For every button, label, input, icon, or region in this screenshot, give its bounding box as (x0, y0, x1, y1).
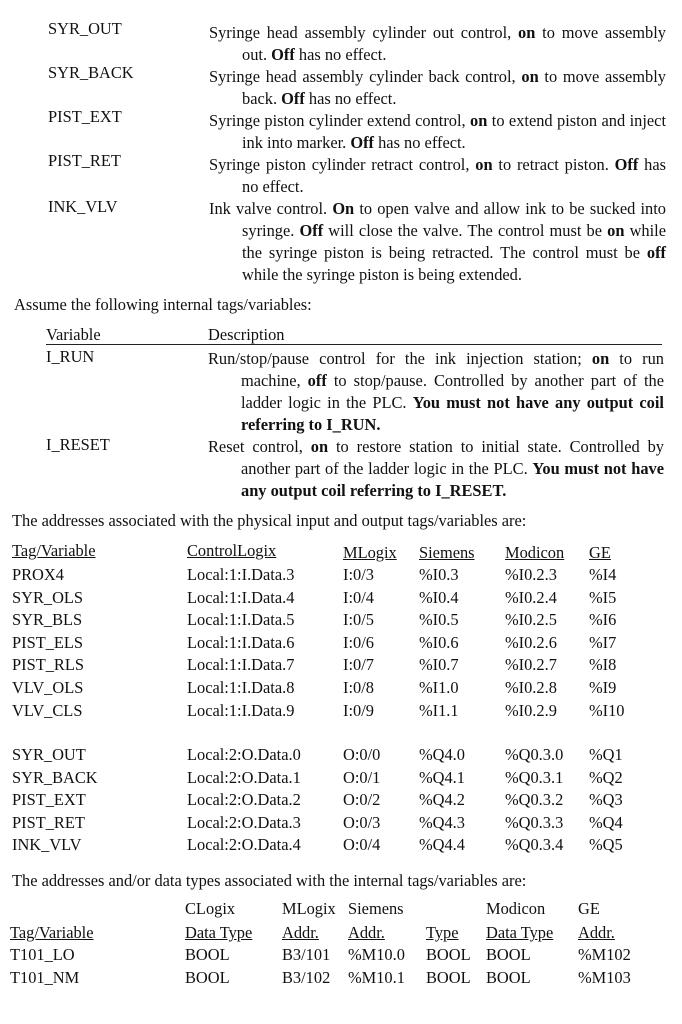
cell-siemens: %Q4.0 (419, 745, 465, 764)
column-header: Addr. (282, 923, 319, 942)
output-tag-description (209, 22, 666, 66)
cell-mlogix: I:0/3 (343, 565, 374, 584)
cell-mlogix: O:0/1 (343, 767, 381, 787)
cell-mlogix: I:0/7 (343, 655, 374, 675)
output-tag-description (209, 154, 666, 198)
output-tag-name: PIST_RET (48, 151, 121, 170)
cell-ge: %Q4 (589, 812, 623, 832)
table-cell: BOOL (426, 968, 471, 987)
bold-text: On (332, 199, 355, 218)
cell-tag: VLV_CLS (12, 700, 83, 720)
cell-controllogix: Local:2:O.Data.4 (187, 835, 301, 855)
cell-tag: INK_VLV (12, 835, 82, 855)
header-rule (46, 344, 662, 345)
table-cell: %M103 (578, 968, 631, 987)
cell-controllogix: Local:2:O.Data.3 (187, 812, 301, 832)
bold-text: on (607, 221, 625, 240)
cell-modicon: %I0.2.5 (505, 610, 557, 630)
cell-controllogix: Local:1:I.Data.6 (187, 632, 295, 652)
cell-ge: %I8 (589, 655, 617, 675)
cell-controllogix: Local:2:O.Data.1 (187, 767, 301, 787)
table-cell: BOOL (185, 968, 230, 987)
column-header: Tag/Variable (10, 923, 94, 942)
cell-ge: %Q1 (589, 745, 623, 764)
cell-modicon: %I0.2.6 (505, 632, 557, 652)
header-controllogix: ControlLogix (187, 541, 277, 560)
cell-controllogix: Local:1:I.Data.9 (187, 700, 295, 720)
output-tag-name: SYR_BACK (48, 63, 134, 82)
header-siemens: Siemens (419, 543, 475, 562)
cell-mlogix: I:0/5 (343, 610, 374, 630)
cell-ge: %I10 (589, 700, 625, 720)
cell-modicon: %I0.2.9 (505, 700, 557, 720)
cell-mlogix: O:0/2 (343, 790, 381, 810)
cell-modicon: %I0.2.3 (505, 565, 557, 584)
header-tag-variable: Tag/Variable (12, 541, 96, 560)
bold-text: off (307, 371, 327, 390)
internal-var-description (208, 348, 664, 436)
text-run: to move assembly back. (242, 67, 666, 108)
output-tag-name: PIST_EXT (48, 107, 122, 126)
text-run: Run/stop/pause control for the ink injection station; (208, 349, 592, 368)
text-run: will close the valve. The control must be (323, 221, 608, 240)
table-cell: BOOL (185, 945, 230, 964)
text-run: Syringe piston cylinder extend control, (209, 111, 471, 130)
cell-tag: PIST_RET (12, 812, 85, 832)
cell-siemens: %I0.4 (419, 587, 459, 607)
table-cell: Siemens (348, 899, 404, 918)
cell-siemens: %I0.6 (419, 632, 459, 652)
cell-controllogix: Local:1:I.Data.7 (187, 655, 295, 675)
address-table-intro: The addresses associated with the physical input and output tags/variables are: (12, 511, 527, 530)
text-run: has no effect. (294, 45, 387, 64)
cell-modicon: %Q0.3.2 (505, 790, 564, 810)
cell-tag: SYR_BLS (12, 610, 83, 630)
description-header: Description (208, 325, 285, 344)
text-run: while the syringe piston is being extended. (242, 265, 522, 284)
variable-header: Variable (46, 325, 101, 344)
cell-ge: %I6 (589, 610, 617, 630)
cell-mlogix: I:0/8 (343, 678, 374, 697)
output-tag-name: INK_VLV (48, 197, 118, 216)
internal-vars-intro: Assume the following internal tags/variables: (14, 295, 312, 314)
internal-var-name: I_RUN (46, 347, 95, 366)
column-header: Data Type (486, 923, 554, 942)
header-ge: GE (589, 543, 611, 562)
column-header: Addr. (348, 923, 385, 942)
cell-modicon: %Q0.3.3 (505, 812, 564, 832)
text-run: Syringe head assembly cylinder out control, (209, 23, 519, 42)
bold-text: Off (281, 89, 305, 108)
header-mlogix: MLogix (343, 543, 397, 562)
output-tag-name: SYR_OUT (48, 19, 122, 38)
table-cell: T101_NM (10, 968, 80, 987)
cell-mlogix: I:0/6 (343, 632, 374, 652)
output-tag-description (209, 198, 666, 286)
text-run: to retract piston. (492, 155, 615, 174)
text-run: to open valve and allow ink to be sucked into syringe. (242, 199, 666, 240)
text-run: to run machine, (241, 349, 664, 390)
table-cell: BOOL (426, 945, 471, 964)
bold-text: Off (350, 133, 375, 152)
cell-modicon: %Q0.3.4 (505, 835, 564, 855)
table-cell: %M10.1 (348, 968, 405, 987)
internal-var-name: I_RESET (46, 435, 110, 454)
cell-controllogix: Local:1:I.Data.3 (187, 565, 295, 584)
bold-text: on (470, 111, 488, 130)
text-run: Reset control, (208, 437, 311, 456)
cell-tag: PIST_RLS (12, 655, 84, 675)
table-cell: %M10.0 (348, 945, 405, 964)
text-run: has no effect. (242, 155, 667, 196)
cell-controllogix: Local:2:O.Data.0 (187, 745, 301, 764)
cell-siemens: %I1.0 (419, 678, 459, 697)
cell-modicon: %I0.2.4 (505, 587, 557, 607)
text-run: has no effect. (374, 133, 466, 152)
cell-siemens: %Q4.3 (419, 812, 465, 832)
bold-text: off (646, 243, 666, 262)
text-run: to extend piston and inject ink into marker. (242, 111, 667, 152)
column-header: Type (426, 923, 459, 942)
cell-siemens: %I0.5 (419, 610, 459, 630)
cell-controllogix: Local:1:I.Data.5 (187, 610, 295, 630)
cell-siemens: %I0.7 (419, 655, 459, 675)
cell-modicon: %I0.2.7 (505, 655, 557, 675)
bold-text: on (475, 155, 493, 174)
cell-siemens: %Q4.4 (419, 835, 465, 855)
text-run: Ink valve control. (209, 199, 333, 218)
table-cell: Modicon (486, 899, 546, 918)
cell-ge: %Q5 (589, 835, 623, 855)
bold-text: Off (299, 221, 324, 240)
text-run: to stop/pause. Controlled by another part of the ladder logic in the PLC. (241, 371, 664, 412)
cell-tag: SYR_BACK (12, 767, 98, 787)
bold-text: You must not have any output coil referring to I_RESET. (241, 459, 664, 500)
bold-text: on (591, 349, 610, 368)
cell-tag: PROX4 (12, 565, 64, 584)
bold-text: Off (614, 155, 639, 174)
cell-mlogix: I:0/9 (343, 700, 374, 720)
table-cell: BOOL (486, 968, 531, 987)
cell-controllogix: Local:1:I.Data.8 (187, 678, 295, 697)
cell-siemens: %Q4.1 (419, 767, 465, 787)
bold-text: on (310, 437, 329, 456)
column-header: Addr. (578, 923, 615, 942)
column-header: Data Type (185, 923, 253, 942)
bold-text: You must not have any output coil referring to I_RUN. (241, 393, 664, 434)
output-tag-description (209, 66, 666, 110)
cell-modicon: %Q0.3.1 (505, 767, 564, 787)
cell-mlogix: O:0/3 (343, 812, 381, 832)
cell-controllogix: Local:2:O.Data.2 (187, 790, 301, 810)
cell-tag: SYR_OLS (12, 587, 84, 607)
cell-modicon: %I0.2.8 (505, 678, 557, 697)
cell-ge: %I9 (589, 678, 617, 697)
cell-mlogix: O:0/4 (343, 835, 381, 855)
bold-text: on (518, 23, 536, 42)
cell-tag: PIST_EXT (12, 790, 86, 810)
header-modicon: Modicon (505, 543, 565, 562)
internal-address-intro: The addresses and/or data types associated with the internal tags/variables are: (12, 871, 527, 890)
bold-text: on (521, 67, 539, 86)
cell-ge: %I5 (589, 587, 617, 607)
cell-tag: PIST_ELS (12, 632, 84, 652)
cell-ge: %I7 (589, 632, 617, 652)
cell-siemens: %I1.1 (419, 700, 459, 720)
text-run: while the syringe piston is being retracted. The control must be (242, 221, 666, 262)
cell-mlogix: O:0/0 (343, 745, 381, 764)
cell-controllogix: Local:1:I.Data.4 (187, 587, 295, 607)
output-tag-description (209, 110, 666, 154)
cell-tag: SYR_OUT (12, 745, 86, 764)
table-cell: GE (578, 899, 600, 918)
table-cell: BOOL (486, 945, 531, 964)
cell-siemens: %I0.3 (419, 565, 459, 584)
bold-text: Off (271, 45, 295, 64)
cell-modicon: %Q0.3.0 (505, 745, 564, 764)
table-cell: MLogix (282, 899, 336, 918)
cell-ge: %Q3 (589, 790, 623, 810)
table-cell: CLogix (185, 899, 236, 918)
table-cell: %M102 (578, 945, 631, 964)
cell-tag: VLV_OLS (12, 678, 84, 697)
text-run: Syringe head assembly cylinder back control, (209, 67, 522, 86)
cell-mlogix: I:0/4 (343, 587, 374, 607)
text-run: to restore station to initial state. Controlled by another part of the ladder logic in the PLC. (241, 437, 665, 478)
table-cell: T101_LO (10, 945, 75, 964)
cell-ge: %Q2 (589, 767, 623, 787)
table-cell: B3/101 (282, 945, 331, 964)
cell-ge: %I4 (589, 565, 617, 584)
text-run: to move assembly out. (242, 23, 666, 64)
text-run: Syringe piston cylinder retract control, (209, 155, 476, 174)
table-cell: B3/102 (282, 968, 331, 987)
text-run: has no effect. (304, 89, 397, 108)
internal-var-description (208, 436, 664, 502)
cell-siemens: %Q4.2 (419, 790, 465, 810)
